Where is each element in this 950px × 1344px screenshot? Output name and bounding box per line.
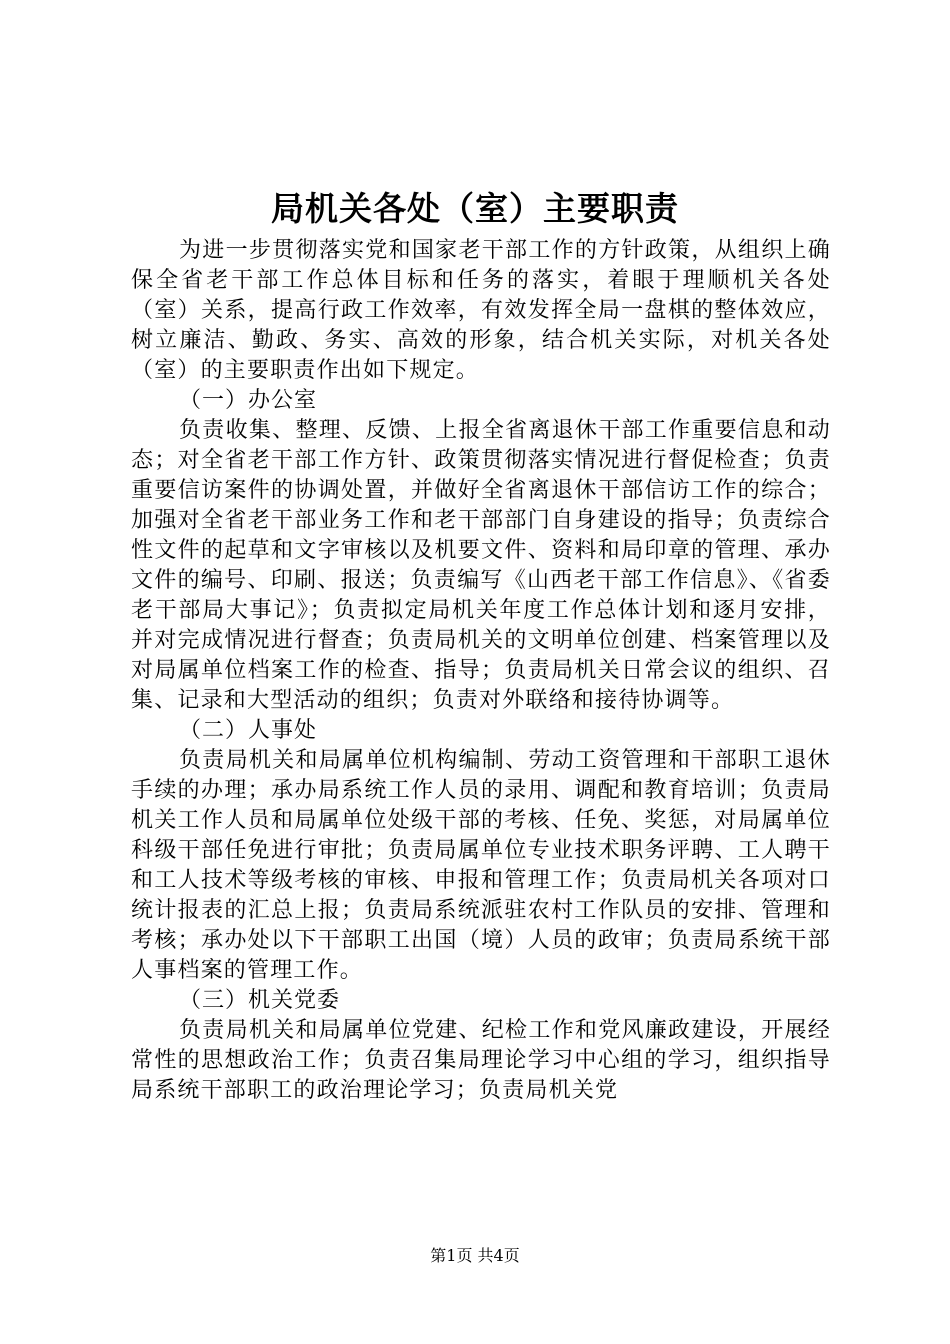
section-heading-office: （一）办公室: [179, 388, 318, 413]
section-heading-party-committee: （三）机关党委: [179, 988, 341, 1013]
section-text-personnel: 负责局机关和局属单位机构编制、劳动工资管理和干部职工退休手续的办理；承办局系统工作人员的录用、调配和教育培训；负责局机关工作人员和局属单位处级干部的考核、任免、奖惩，对局属单位科级干部任免进行审批；负责局属单位专业技术职务评聘、工人聘干和工人技术等级考核的审核、申报和管理工作；负责局机关各项对口统计报表的汇总上报；负责局系统派驻农村工作队员的安排、管理和考核；承办处以下干部职工出国（境）人员的政审；负责局系统干部人事档案的管理工作。: [131, 748, 831, 983]
document-title: 局机关各处（室）主要职责: [271, 189, 679, 228]
intro-paragraph: 为进一步贯彻落实党和国家老干部工作的方针政策，从组织上确保全省老干部工作总体目标和任务的落实，着眼于理顺机关各处（室）关系，提高行政工作效率，有效发挥全局一盘棋的整体效应，树立廉洁、勤政、务实、高效的形象，结合机关实际，对机关各处（室）的主要职责作出如下规定。: [131, 238, 831, 383]
section-text-party-committee: 负责局机关和局属单位党建、纪检工作和党风廉政建设，开展经常性的思想政治工作；负责召集局理论学习中心组的学习，组织指导局系统干部职工的政治理论学习；负责局机关党: [131, 1018, 831, 1103]
section-heading-personnel: （二）人事处: [179, 718, 318, 743]
section-text-office: 负责收集、整理、反馈、上报全省离退休干部工作重要信息和动态；对全省老干部工作方针、政策贯彻落实情况进行督促检查；负责重要信访案件的协调处置，并做好全省离退休干部信访工作的综合；加强对全省老干部业务工作和老干部部门自身建设的指导；负责综合性文件的起草和文字审核以及机要文件、资料和局印章的管理、承办文件的编号、印刷、报送；负责编写《山西老干部工作信息》、《省委老干部局大事记》；负责拟定局机关年度工作总体计划和逐月安排，并对完成情况进行督查；负责局机关的文明单位创建、档案管理以及对局属单位档案工作的检查、指导；负责局机关日常会议的组织、召集、记录和大型活动的组织；负责对外联络和接待协调等。: [131, 418, 831, 713]
page-footer: 第1页 共4页: [430, 1246, 520, 1265]
document-body: [131, 236, 831, 1106]
